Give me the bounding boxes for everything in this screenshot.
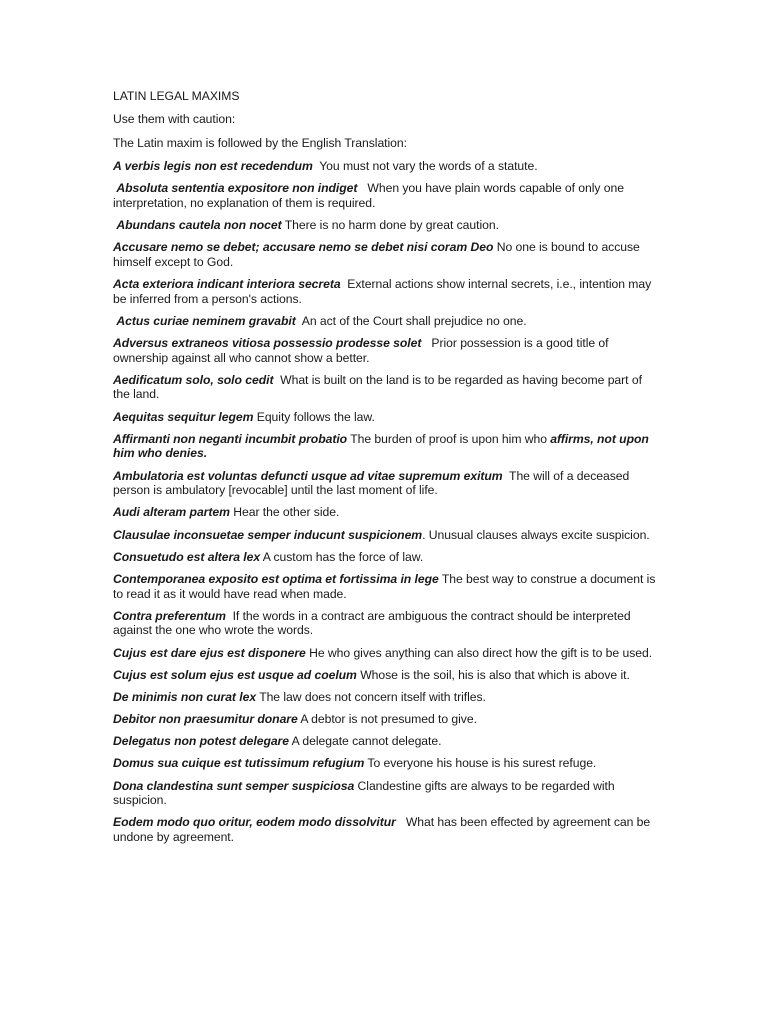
english-translation: What is built on the land is to be regarded as having become part of the land. bbox=[113, 372, 642, 402]
latin-maxim: Aequitas sequitur legem bbox=[113, 409, 254, 424]
english-translation: . Unusual clauses always excite suspicion. bbox=[422, 527, 650, 542]
latin-maxim: Adversus extraneos vitiosa possessio prodesse solet bbox=[113, 336, 422, 351]
english-translation: An act of the Court shall prejudice no one. bbox=[301, 313, 527, 328]
latin-maxim: De minimis non curat lex bbox=[113, 689, 257, 704]
latin-maxim: Absoluta sententia expositore non indiget bbox=[116, 181, 358, 196]
maxim-entry bbox=[113, 779, 658, 808]
maxim-entry bbox=[113, 734, 658, 749]
maxim-entry bbox=[113, 712, 658, 727]
intro-text: The Latin maxim is followed by the English Translation: bbox=[113, 135, 407, 150]
english-translation: The will of a deceased person is ambulatory [revocable] until the last moment of life. bbox=[113, 468, 630, 498]
document-title: LATIN LEGAL MAXIMS bbox=[113, 89, 240, 103]
maxim-entry bbox=[113, 528, 658, 543]
maxim-entry bbox=[113, 277, 658, 306]
english-translation: Prior possession is a good title of ownership against all who cannot show a better. bbox=[113, 336, 609, 365]
english-translation: The burden of proof is upon him who bbox=[350, 431, 551, 446]
latin-maxim: Affirmanti non neganti incumbit probatio bbox=[113, 431, 348, 446]
maxim-entry bbox=[113, 550, 658, 565]
maxim-entry bbox=[113, 432, 658, 461]
maxim-entry bbox=[113, 646, 658, 661]
latin-maxim: A verbis legis non est recedendum bbox=[113, 159, 313, 174]
english-translation: A delegate cannot delegate. bbox=[291, 734, 442, 749]
maxim-entry bbox=[113, 609, 658, 638]
entry-gap bbox=[396, 815, 406, 829]
maxim-entry bbox=[113, 159, 658, 174]
translation-emphasis: affirms, not upon him who denies. bbox=[113, 431, 649, 461]
latin-maxim: Acta exteriora indicant interiora secreta bbox=[113, 277, 341, 292]
document-page bbox=[113, 89, 658, 852]
maxim-entry bbox=[113, 572, 658, 601]
english-translation: When you have plain words capable of only one interpretation, no explanation of them is required. bbox=[113, 181, 624, 210]
english-translation: Whose is the soil, his is also that which is above it. bbox=[360, 667, 630, 682]
latin-maxim: Domus sua cuique est tutissimum refugium bbox=[113, 756, 365, 771]
english-translation: There is no harm done by great caution. bbox=[284, 218, 499, 233]
english-translation: Clandestine gifts are always to be regarded with suspicion. bbox=[113, 778, 615, 808]
english-translation: Hear the other side. bbox=[233, 505, 340, 520]
latin-maxim: Abundans cautela non nocet bbox=[116, 218, 282, 233]
latin-maxim: Consuetudo est altera lex bbox=[113, 549, 261, 564]
latin-maxim: Accusare nemo se debet; accusare nemo se debet nisi coram Deo bbox=[113, 240, 494, 255]
latin-maxim: Ambulatoria est voluntas defuncti usque ad vitae supremum exitum bbox=[113, 468, 503, 483]
latin-maxim: Cujus est solum ejus est usque ad coelum bbox=[113, 667, 357, 682]
maxim-entry bbox=[113, 756, 658, 771]
latin-maxim: Dona clandestina sunt semper suspiciosa bbox=[113, 778, 355, 793]
maxim-entry bbox=[113, 181, 658, 210]
maxim-entry bbox=[113, 373, 658, 402]
english-translation: He who gives anything can also direct how the gift is to be used. bbox=[309, 645, 653, 660]
english-translation: To everyone his house is his surest refuge. bbox=[367, 756, 597, 771]
latin-maxim: Contra preferentum bbox=[113, 608, 226, 623]
latin-maxim: Debitor non praesumitur donare bbox=[113, 712, 298, 727]
maxim-entry bbox=[113, 668, 658, 683]
latin-maxim: Actus curiae neminem gravabit bbox=[116, 313, 296, 328]
latin-maxim: Audi alteram partem bbox=[113, 505, 230, 520]
maxim-entry bbox=[113, 469, 658, 498]
entry-gap bbox=[421, 336, 431, 350]
latin-maxim: Delegatus non potest delegare bbox=[113, 734, 289, 749]
english-translation: Equity follows the law. bbox=[256, 409, 375, 424]
maxim-entry bbox=[113, 336, 658, 365]
latin-maxim: Clausulae inconsuetae semper inducunt suspicionem bbox=[113, 527, 423, 542]
entry-gap bbox=[357, 181, 367, 195]
maxim-entry bbox=[113, 314, 658, 329]
latin-maxim: Aedificatum solo, solo cedit bbox=[113, 372, 274, 387]
english-translation: External actions show internal secrets, i.e., intention may be inferred from a person's actions. bbox=[113, 277, 652, 306]
english-translation: A debtor is not presumed to give. bbox=[300, 712, 477, 727]
maxim-list bbox=[113, 159, 658, 844]
latin-maxim: Contemporanea exposito est optima et fortissima in lege bbox=[113, 571, 439, 586]
english-translation: What has been effected by agreement can be undone by agreement. bbox=[113, 815, 651, 845]
english-translation: The best way to construe a document is to read it as it would have read when made. bbox=[113, 571, 656, 601]
maxim-entry bbox=[113, 505, 658, 520]
english-translation: A custom has the force of law. bbox=[262, 549, 424, 564]
caution-note: Use them with caution: bbox=[113, 112, 236, 127]
maxim-entry bbox=[113, 218, 658, 233]
english-translation: No one is bound to accuse himself except to God. bbox=[113, 240, 640, 269]
english-translation: You must not vary the words of a statute. bbox=[319, 159, 538, 174]
maxim-entry bbox=[113, 410, 658, 425]
latin-maxim: Cujus est dare ejus est disponere bbox=[113, 645, 306, 660]
entry-gap bbox=[226, 609, 233, 623]
maxim-entry bbox=[113, 240, 658, 269]
english-translation: The law does not concern itself with trifles. bbox=[259, 689, 486, 704]
maxim-entry bbox=[113, 815, 658, 844]
english-translation: If the words in a contract are ambiguous the contract should be interpreted against the one who wrote the words. bbox=[113, 608, 631, 638]
maxim-entry bbox=[113, 690, 658, 705]
latin-maxim: Eodem modo quo oritur, eodem modo dissolvitur bbox=[113, 815, 396, 830]
